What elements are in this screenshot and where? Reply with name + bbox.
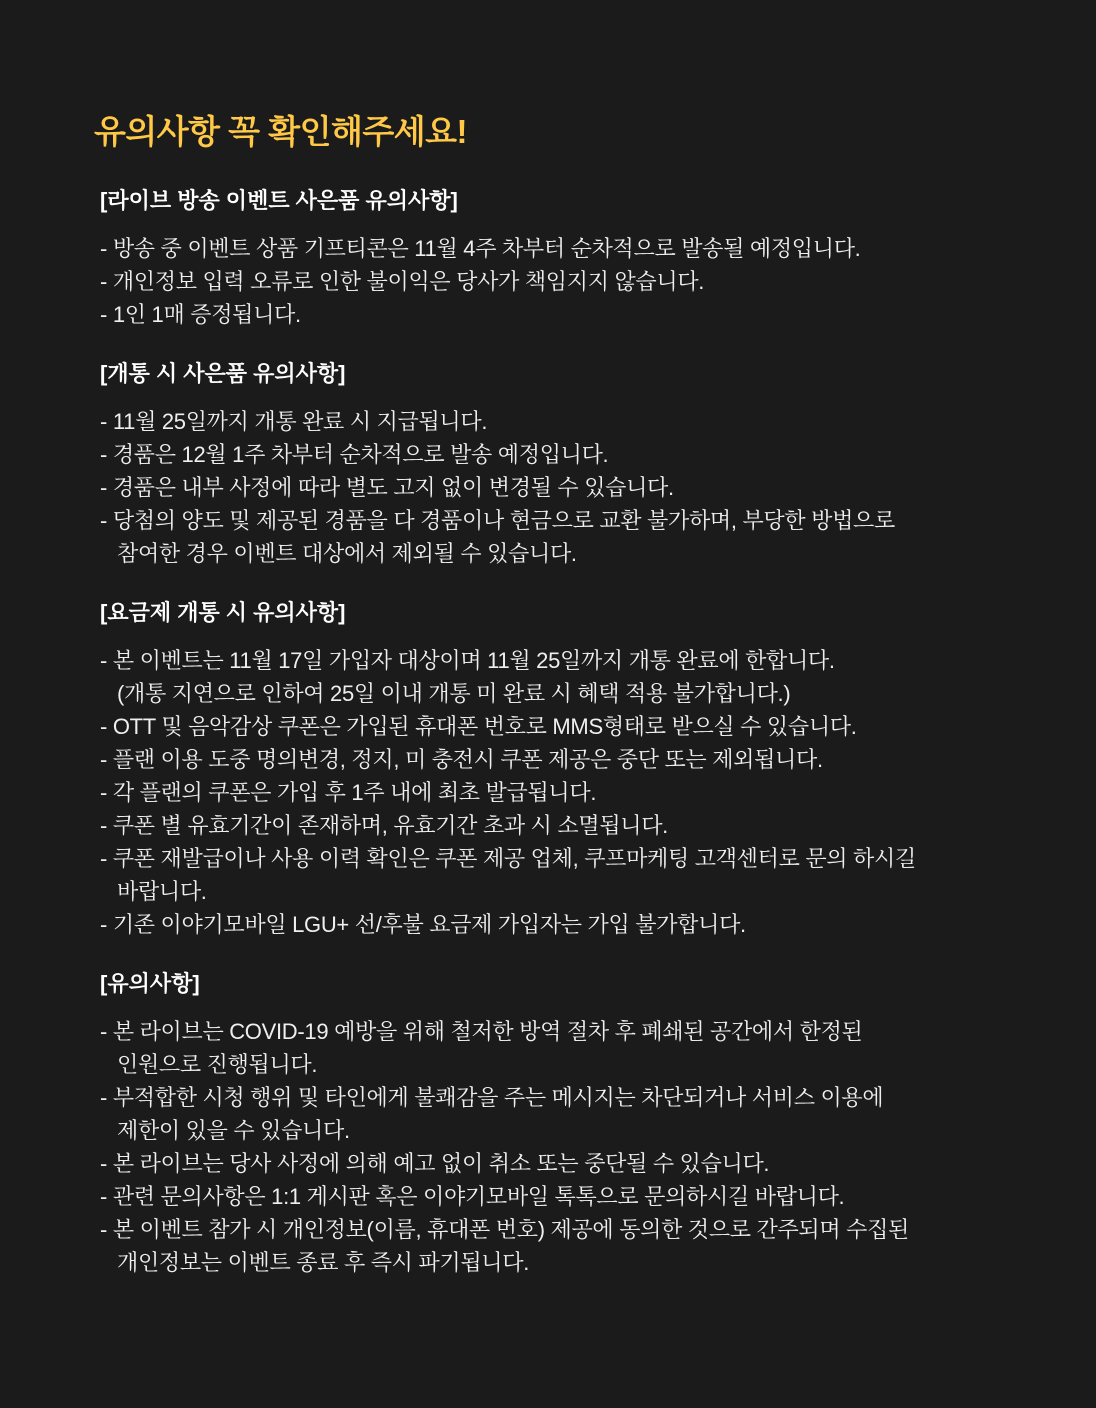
notice-item: - 본 라이브는 COVID-19 예방을 위해 철저한 방역 절차 후 폐쇄된 공간에서 한정된 <box>100 1019 863 1044</box>
notice-item: - 기존 이야기모바일 LGU+ 선/후불 요금제 가입자는 가입 불가합니다. <box>100 912 746 937</box>
notice-item: - OTT 및 음악감상 쿠폰은 가입된 휴대폰 번호로 MMS형태로 받으실 수 있습니다. <box>100 714 857 739</box>
notice-section <box>100 596 1020 941</box>
page-title: 유의사항 꼭 확인해주세요! <box>94 113 467 150</box>
notice-item: - 부적합한 시청 행위 및 타인에게 불쾌감을 주는 메시지는 차단되거나 서비스 이용에 <box>100 1085 884 1110</box>
notice-item: - 쿠폰 별 유효기간이 존재하며, 유효기간 초과 시 소멸됩니다. <box>100 813 668 838</box>
notice-item: - 플랜 이용 도중 명의변경, 정지, 미 충전시 쿠폰 제공은 중단 또는 제외됩니다. <box>100 747 823 772</box>
notice-item: - 1인 1매 증정됩니다. <box>100 302 301 327</box>
notice-item: - 본 이벤트 참가 시 개인정보(이름, 휴대폰 번호) 제공에 동의한 것으로 간주되며 수집된 <box>100 1217 910 1242</box>
notice-item: - 당첨의 양도 및 제공된 경품을 다 경품이나 현금으로 교환 불가하며, 부당한 방법으로 <box>100 508 895 533</box>
notice-content <box>100 184 1020 1305</box>
notice-item-continuation: 제한이 있을 수 있습니다. <box>117 1118 350 1143</box>
notice-item: - 쿠폰 재발급이나 사용 이력 확인은 쿠폰 제공 업체, 쿠프마케팅 고객센터로 문의 하시길 <box>100 846 916 871</box>
notice-item: - 본 이벤트는 11월 17일 가입자 대상이며 11월 25일까지 개통 완료에 한합니다. <box>100 648 835 673</box>
notice-item-continuation: 개인정보는 이벤트 종료 후 즉시 파기됩니다. <box>117 1250 530 1275</box>
section-heading: [유의사항] <box>100 971 200 996</box>
notice-section <box>100 967 1020 1279</box>
section-heading: [요금제 개통 시 유의사항] <box>100 600 346 625</box>
notice-item: - 경품은 12월 1주 차부터 순차적으로 발송 예정입니다. <box>100 442 609 467</box>
notice-item-continuation: 참여한 경우 이벤트 대상에서 제외될 수 있습니다. <box>117 541 577 566</box>
notice-item: - 관련 문의사항은 1:1 게시판 혹은 이야기모바일 톡톡으로 문의하시길 바랍니다. <box>100 1184 845 1209</box>
notice-item-continuation: (개통 지연으로 인하여 25일 이내 개통 미 완료 시 혜택 적용 불가합니다.) <box>117 681 791 706</box>
notice-section <box>100 184 1020 331</box>
notice-item: - 본 라이브는 당사 사정에 의해 예고 없이 취소 또는 중단될 수 있습니다. <box>100 1151 770 1176</box>
notice-section <box>100 357 1020 570</box>
notice-item: - 개인정보 입력 오류로 인한 불이익은 당사가 책임지지 않습니다. <box>100 269 705 294</box>
notice-item-continuation: 인원으로 진행됩니다. <box>117 1052 318 1077</box>
notice-item: - 각 플랜의 쿠폰은 가입 후 1주 내에 최초 발급됩니다. <box>100 780 597 805</box>
notice-item-continuation: 바랍니다. <box>117 879 207 904</box>
notice-item: - 11월 25일까지 개통 완료 시 지급됩니다. <box>100 409 488 434</box>
section-heading: [라이브 방송 이벤트 사은품 유의사항] <box>100 188 458 213</box>
notice-item: - 경품은 내부 사정에 따라 별도 고지 없이 변경될 수 있습니다. <box>100 475 674 500</box>
section-heading: [개통 시 사은품 유의사항] <box>100 361 346 386</box>
notice-item: - 방송 중 이벤트 상품 기프티콘은 11월 4주 차부터 순차적으로 발송될 예정입니다. <box>100 236 861 261</box>
